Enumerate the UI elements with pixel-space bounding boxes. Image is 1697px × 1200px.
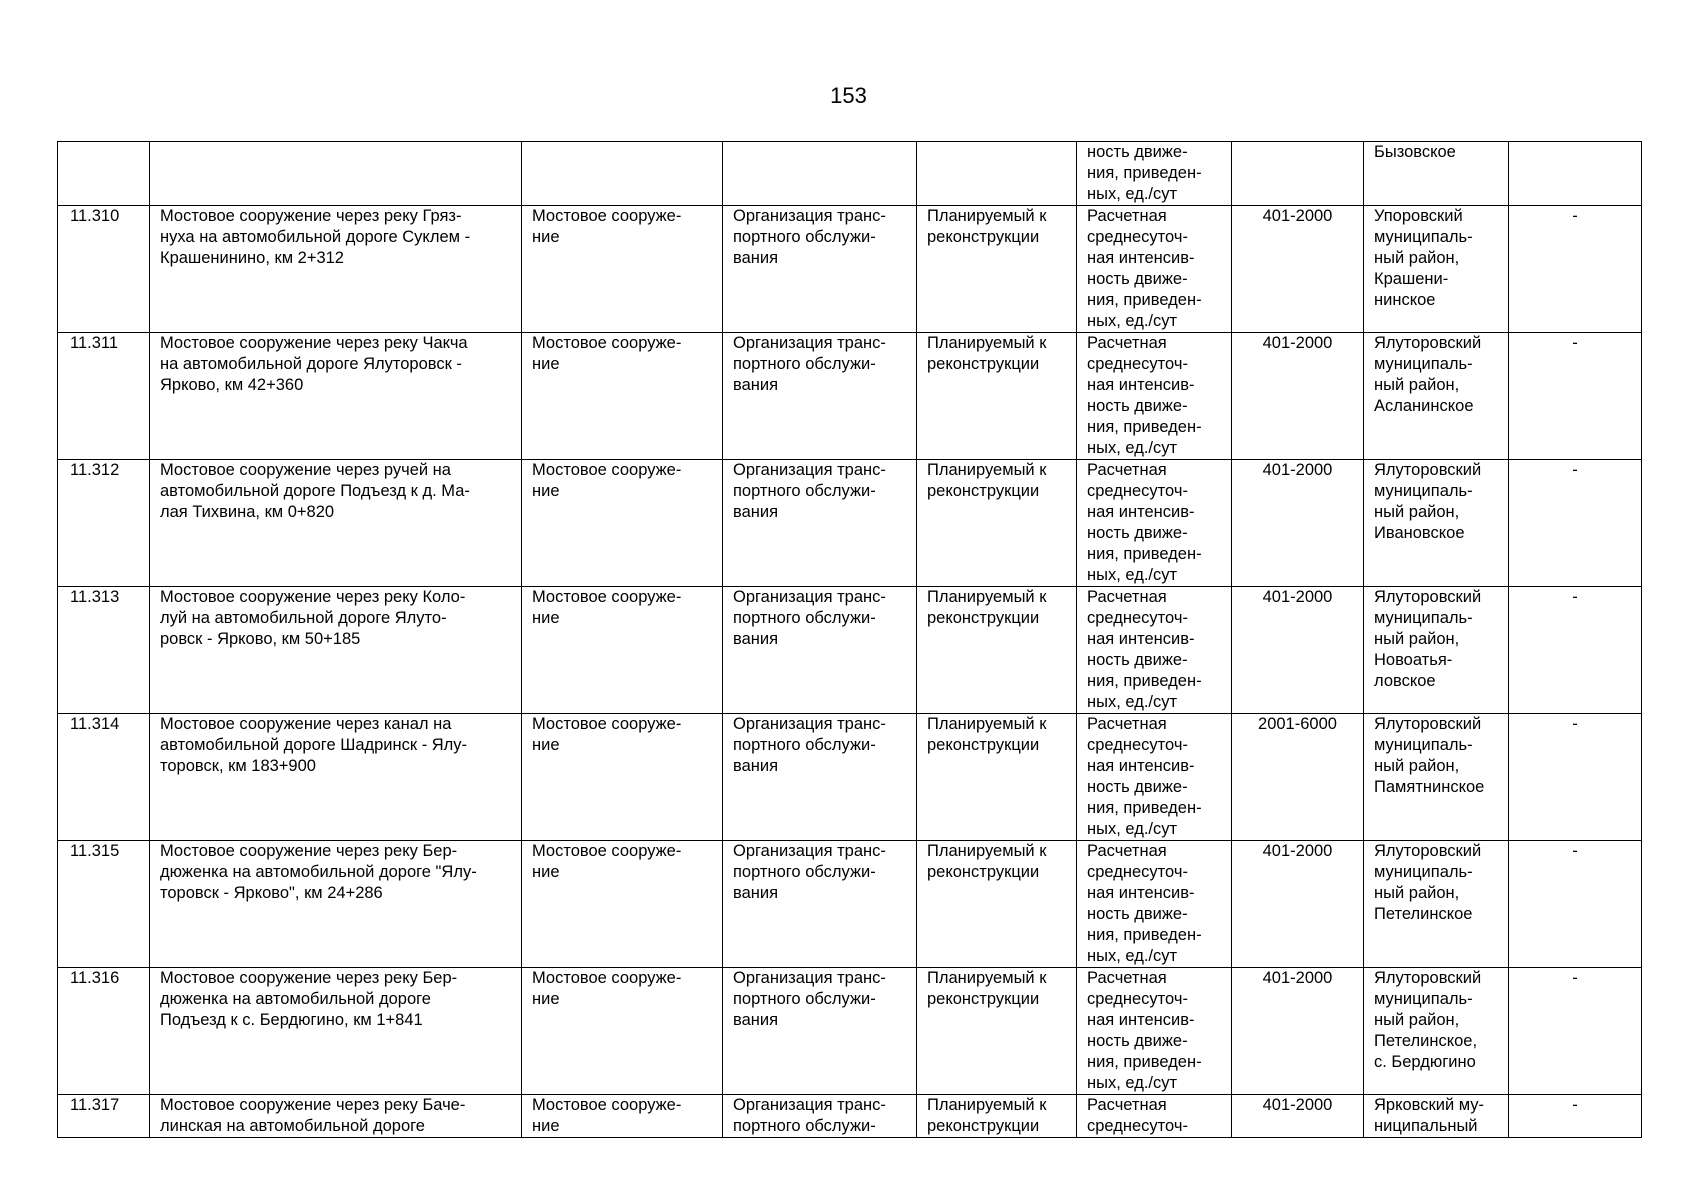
cell-number: 11.310 (58, 206, 150, 333)
cell-zone: - (1509, 714, 1642, 841)
objects-table (57, 141, 1642, 1138)
cell-type: Мостовое сооруже- ние (522, 841, 723, 968)
cell-purpose: Организация транс- портного обслужи- вания (723, 460, 917, 587)
table-row (58, 587, 1642, 714)
cell-purpose: Организация транс- портного обслужи- вания (723, 333, 917, 460)
cell-parameter: Расчетная среднесуточ- (1077, 1095, 1232, 1138)
cell-location: Ялуторовский муниципаль- ный район, Новоатья- ловское (1364, 587, 1509, 714)
cell-value (1232, 142, 1364, 206)
cell-location: Ялуторовский муниципаль- ный район, Петелинское (1364, 841, 1509, 968)
cell-name: Мостовое сооружение через реку Баче- линская на автомобильной дороге (150, 1095, 522, 1138)
cell-value: 401-2000 (1232, 968, 1364, 1095)
cell-value: 401-2000 (1232, 1095, 1364, 1138)
cell-value: 401-2000 (1232, 841, 1364, 968)
cell-status: Планируемый к реконструкции (917, 587, 1077, 714)
cell-type: Мостовое сооруже- ние (522, 460, 723, 587)
cell-value: 401-2000 (1232, 587, 1364, 714)
table-row (58, 460, 1642, 587)
cell-type (522, 142, 723, 206)
cell-number: 11.312 (58, 460, 150, 587)
cell-status: Планируемый к реконструкции (917, 460, 1077, 587)
cell-parameter: Расчетная среднесуточ- ная интенсив- ность движе- ния, приведен- ных, ед./сут (1077, 587, 1232, 714)
cell-parameter: Расчетная среднесуточ- ная интенсив- ность движе- ния, приведен- ных, ед./сут (1077, 206, 1232, 333)
cell-zone: - (1509, 841, 1642, 968)
cell-name: Мостовое сооружение через ручей на автомобильной дороге Подъезд к д. Ма- лая Тихвина, км 0+820 (150, 460, 522, 587)
cell-status (917, 142, 1077, 206)
cell-status: Планируемый к реконструкции (917, 968, 1077, 1095)
cell-parameter: Расчетная среднесуточ- ная интенсив- ность движе- ния, приведен- ных, ед./сут (1077, 460, 1232, 587)
cell-location: Ялуторовский муниципаль- ный район, Памятнинское (1364, 714, 1509, 841)
cell-status: Планируемый к реконструкции (917, 714, 1077, 841)
cell-number: 11.315 (58, 841, 150, 968)
cell-parameter: Расчетная среднесуточ- ная интенсив- ность движе- ния, приведен- ных, ед./сут (1077, 714, 1232, 841)
cell-purpose (723, 142, 917, 206)
cell-zone: - (1509, 587, 1642, 714)
cell-location: Бызовское (1364, 142, 1509, 206)
cell-name: Мостовое сооружение через реку Коло- луй на автомобильной дороге Ялуто- ровск - Ярково, км 50+185 (150, 587, 522, 714)
cell-name: Мостовое сооружение через реку Гряз- нуха на автомобильной дороге Суклем - Крашенинино, км 2+312 (150, 206, 522, 333)
cell-location: Упоровский муниципаль- ный район, Крашени- нинское (1364, 206, 1509, 333)
cell-purpose: Организация транс- портного обслужи- вания (723, 968, 917, 1095)
cell-purpose: Организация транс- портного обслужи- вания (723, 714, 917, 841)
cell-purpose: Организация транс- портного обслужи- (723, 1095, 917, 1138)
cell-value: 2001-6000 (1232, 714, 1364, 841)
cell-location: Ялуторовский муниципаль- ный район, Асланинское (1364, 333, 1509, 460)
cell-number: 11.313 (58, 587, 150, 714)
cell-value: 401-2000 (1232, 206, 1364, 333)
cell-parameter: Расчетная среднесуточ- ная интенсив- ность движе- ния, приведен- ных, ед./сут (1077, 968, 1232, 1095)
cell-parameter: Расчетная среднесуточ- ная интенсив- ность движе- ния, приведен- ных, ед./сут (1077, 841, 1232, 968)
cell-number: 11.311 (58, 333, 150, 460)
cell-location: Ялуторовский муниципаль- ный район, Ивановское (1364, 460, 1509, 587)
cell-type: Мостовое сооруже- ние (522, 968, 723, 1095)
cell-parameter: ность движе- ния, приведен- ных, ед./сут (1077, 142, 1232, 206)
table-row (58, 968, 1642, 1095)
cell-type: Мостовое сооруже- ние (522, 206, 723, 333)
cell-zone: - (1509, 968, 1642, 1095)
cell-zone: - (1509, 206, 1642, 333)
cell-status: Планируемый к реконструкции (917, 1095, 1077, 1138)
cell-location: Ярковский му- ниципальный (1364, 1095, 1509, 1138)
table-row (58, 841, 1642, 968)
table-row (58, 206, 1642, 333)
table-row (58, 714, 1642, 841)
cell-purpose: Организация транс- портного обслужи- вания (723, 587, 917, 714)
cell-name (150, 142, 522, 206)
cell-name: Мостовое сооружение через канал на автомобильной дороге Шадринск - Ялу- торовск, км 183+900 (150, 714, 522, 841)
cell-status: Планируемый к реконструкции (917, 841, 1077, 968)
cell-type: Мостовое сооруже- ние (522, 587, 723, 714)
cell-name: Мостовое сооружение через реку Бер- дюженка на автомобильной дороге "Ялу- торовск - Ярково", км 24+286 (150, 841, 522, 968)
cell-number: 11.316 (58, 968, 150, 1095)
page-number: 153 (830, 83, 867, 108)
table-row-continuation (58, 142, 1642, 206)
cell-zone: - (1509, 460, 1642, 587)
cell-zone (1509, 142, 1642, 206)
cell-location: Ялуторовский муниципаль- ный район, Петелинское, с. Бердюгино (1364, 968, 1509, 1095)
cell-type: Мостовое сооруже- ние (522, 1095, 723, 1138)
cell-status: Планируемый к реконструкции (917, 206, 1077, 333)
cell-value: 401-2000 (1232, 460, 1364, 587)
table-row (58, 333, 1642, 460)
cell-type: Мостовое сооруже- ние (522, 714, 723, 841)
cell-value: 401-2000 (1232, 333, 1364, 460)
cell-name: Мостовое сооружение через реку Чакча на автомобильной дороге Ялуторовск - Ярково, км 42+360 (150, 333, 522, 460)
cell-status: Планируемый к реконструкции (917, 333, 1077, 460)
cell-number: 11.314 (58, 714, 150, 841)
cell-zone: - (1509, 333, 1642, 460)
cell-number: 11.317 (58, 1095, 150, 1138)
cell-zone: - (1509, 1095, 1642, 1138)
table-row (58, 1095, 1642, 1138)
cell-number (58, 142, 150, 206)
cell-name: Мостовое сооружение через реку Бер- дюженка на автомобильной дороге Подъезд к с. Бердюгино, км 1+841 (150, 968, 522, 1095)
cell-type: Мостовое сооруже- ние (522, 333, 723, 460)
cell-purpose: Организация транс- портного обслужи- вания (723, 841, 917, 968)
cell-purpose: Организация транс- портного обслужи- вания (723, 206, 917, 333)
cell-parameter: Расчетная среднесуточ- ная интенсив- ность движе- ния, приведен- ных, ед./сут (1077, 333, 1232, 460)
